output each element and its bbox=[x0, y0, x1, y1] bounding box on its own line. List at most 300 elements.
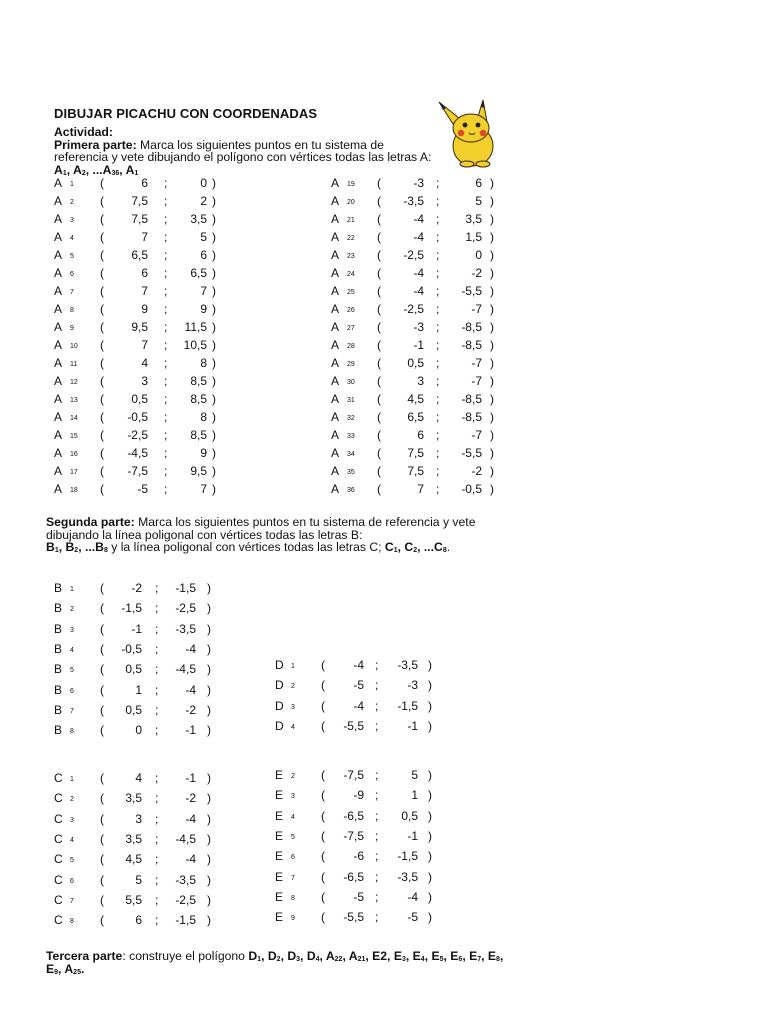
sequence-text: . bbox=[446, 540, 451, 554]
point-letter: B bbox=[54, 641, 63, 656]
open-paren: ( bbox=[100, 464, 104, 478]
y-value: -0,5 bbox=[461, 482, 482, 496]
close-paren: ) bbox=[207, 791, 211, 806]
point-letter: A bbox=[54, 248, 63, 262]
open-paren: ( bbox=[100, 482, 104, 496]
sequence-subscript: 8 bbox=[103, 547, 108, 554]
point-letter: A bbox=[331, 194, 340, 208]
close-paren: ) bbox=[212, 356, 216, 370]
open-paren: ( bbox=[100, 811, 104, 826]
coordinate-row bbox=[275, 678, 438, 696]
sequence-part bbox=[425, 949, 444, 963]
coordinate-row bbox=[54, 723, 217, 741]
close-paren: ) bbox=[207, 702, 211, 717]
open-paren: ( bbox=[100, 723, 104, 738]
sequence-text: , A bbox=[58, 961, 74, 976]
separator: ; bbox=[375, 768, 379, 782]
point-index: 26 bbox=[347, 307, 355, 314]
point-letter: E bbox=[275, 910, 284, 925]
y-value: -8,5 bbox=[461, 392, 482, 406]
coordinate-row bbox=[331, 266, 500, 284]
separator: ; bbox=[375, 889, 379, 904]
point-index: 6 bbox=[70, 271, 74, 278]
point-letter: A bbox=[331, 248, 340, 262]
open-paren: ( bbox=[100, 212, 104, 226]
open-paren: ( bbox=[100, 662, 104, 677]
y-value: -1,5 bbox=[397, 849, 418, 864]
close-paren: ) bbox=[212, 194, 216, 208]
part3-label: Tercera parte bbox=[46, 949, 123, 963]
point-letter: A bbox=[331, 230, 340, 244]
point-index: 1 bbox=[70, 776, 74, 783]
separator: ; bbox=[155, 913, 159, 928]
coordinate-row bbox=[331, 176, 500, 194]
open-paren: ( bbox=[100, 601, 104, 616]
part3-instructions bbox=[46, 950, 506, 975]
x-value: -1 bbox=[413, 338, 424, 352]
coordinate-row bbox=[331, 464, 500, 482]
sequence-part bbox=[462, 949, 481, 963]
point-letter: B bbox=[54, 601, 63, 616]
point-index: 22 bbox=[347, 235, 355, 242]
y-value: -8,5 bbox=[461, 338, 482, 352]
close-paren: ) bbox=[207, 771, 211, 785]
sequence-part bbox=[444, 949, 463, 963]
point-index: 7 bbox=[70, 289, 74, 296]
point-letter: C bbox=[54, 872, 63, 887]
coordinate-row bbox=[54, 356, 222, 374]
open-paren: ( bbox=[377, 302, 381, 316]
sequence-part bbox=[365, 949, 406, 963]
point-index: 16 bbox=[70, 451, 78, 458]
x-value: 0,5 bbox=[125, 702, 142, 717]
coordinate-row bbox=[54, 662, 217, 680]
point-index: 1 bbox=[70, 181, 74, 188]
point-letter: E bbox=[275, 849, 284, 864]
y-value: -4 bbox=[185, 682, 196, 697]
close-paren: ) bbox=[428, 768, 432, 782]
x-value: -4,5 bbox=[127, 446, 148, 460]
point-letter: A bbox=[331, 464, 340, 478]
coordinate-row bbox=[331, 428, 500, 446]
point-letter: C bbox=[54, 831, 63, 846]
point-index: 5 bbox=[291, 833, 295, 841]
open-paren: ( bbox=[321, 869, 325, 884]
point-letter: A bbox=[331, 284, 340, 298]
separator: ; bbox=[164, 284, 168, 298]
separator: ; bbox=[375, 849, 379, 864]
point-letter: A bbox=[54, 374, 63, 388]
separator: ; bbox=[375, 678, 379, 693]
y-value: 7 bbox=[200, 482, 207, 496]
close-paren: ) bbox=[207, 913, 211, 928]
x-value: -1 bbox=[131, 621, 142, 636]
open-paren: ( bbox=[377, 176, 381, 190]
point-index: 2 bbox=[291, 683, 295, 691]
y-value: 1 bbox=[411, 788, 418, 803]
sequence-subscript: 9 bbox=[54, 968, 59, 976]
close-paren: ) bbox=[212, 446, 216, 460]
coordinate-row bbox=[54, 581, 217, 599]
open-paren: ( bbox=[377, 428, 381, 442]
open-paren: ( bbox=[321, 889, 325, 904]
x-value: 9 bbox=[141, 302, 148, 316]
point-letter: A bbox=[331, 356, 340, 370]
sequence-subscript: 1 bbox=[54, 547, 59, 554]
point-letter: A bbox=[331, 392, 340, 406]
close-paren: ) bbox=[490, 176, 494, 190]
close-paren: ) bbox=[490, 446, 494, 460]
y-value: -7 bbox=[471, 302, 482, 316]
close-paren: ) bbox=[212, 410, 216, 424]
part2-instructions bbox=[46, 516, 506, 554]
point-index: 7 bbox=[70, 707, 74, 715]
y-value: -2,5 bbox=[175, 892, 196, 907]
coordinate-row bbox=[54, 642, 217, 660]
point-index: 33 bbox=[347, 433, 355, 440]
open-paren: ( bbox=[321, 910, 325, 925]
open-paren: ( bbox=[100, 702, 104, 717]
point-letter: E bbox=[275, 788, 284, 803]
x-value: -5 bbox=[137, 482, 148, 496]
x-value: 3,5 bbox=[125, 791, 142, 806]
open-paren: ( bbox=[377, 338, 381, 352]
separator: ; bbox=[436, 338, 440, 352]
coordinate-row bbox=[54, 194, 222, 212]
coordinate-row bbox=[331, 302, 500, 320]
open-paren: ( bbox=[377, 230, 381, 244]
separator: ; bbox=[436, 482, 440, 496]
point-index: 34 bbox=[347, 451, 355, 458]
y-value: -2 bbox=[185, 791, 196, 806]
sequence-part bbox=[67, 163, 86, 177]
sequence-text: , E bbox=[462, 949, 478, 963]
y-value: -7 bbox=[471, 428, 482, 442]
point-letter: B bbox=[54, 702, 63, 717]
separator: ; bbox=[436, 374, 440, 388]
x-value: -4 bbox=[353, 658, 364, 672]
separator: ; bbox=[164, 176, 168, 190]
coordinate-row bbox=[275, 699, 438, 717]
open-paren: ( bbox=[100, 194, 104, 208]
coordinate-row bbox=[275, 809, 438, 827]
y-value: 0 bbox=[200, 176, 207, 190]
coordinate-row bbox=[275, 719, 438, 737]
separator: ; bbox=[164, 194, 168, 208]
point-index: 5 bbox=[70, 857, 74, 865]
open-paren: ( bbox=[321, 698, 325, 713]
x-value: -7,5 bbox=[343, 768, 364, 782]
point-index: 4 bbox=[291, 813, 295, 821]
open-paren: ( bbox=[100, 230, 104, 244]
sequence-subscript: 3 bbox=[296, 956, 301, 963]
point-letter: A bbox=[331, 374, 340, 388]
separator: ; bbox=[155, 601, 159, 616]
part2-sequence bbox=[46, 540, 450, 554]
point-index: 14 bbox=[70, 415, 78, 422]
separator: ; bbox=[436, 410, 440, 424]
y-value: -1 bbox=[407, 718, 418, 733]
point-index: 4 bbox=[291, 723, 295, 731]
separator: ; bbox=[436, 356, 440, 370]
sequence-part bbox=[398, 540, 417, 554]
coordinate-row bbox=[275, 768, 438, 786]
separator: ; bbox=[155, 872, 159, 887]
sequence-part bbox=[417, 540, 447, 554]
x-value: -3 bbox=[413, 176, 424, 190]
activity-heading: Actividad: bbox=[54, 125, 113, 139]
separator: ; bbox=[155, 662, 159, 677]
coordinate-row bbox=[54, 622, 217, 640]
point-letter: A bbox=[54, 176, 63, 190]
sequence-text: , ...C bbox=[417, 540, 443, 554]
point-index: 2 bbox=[291, 773, 295, 780]
point-index: 18 bbox=[70, 487, 78, 494]
point-index: 8 bbox=[291, 894, 295, 902]
point-index: 3 bbox=[291, 793, 295, 801]
y-value: 10,5 bbox=[183, 338, 207, 352]
separator: ; bbox=[155, 723, 159, 738]
x-value: 6 bbox=[135, 913, 142, 928]
open-paren: ( bbox=[377, 194, 381, 208]
point-index: 2 bbox=[70, 796, 74, 804]
coordinate-row bbox=[331, 248, 500, 266]
x-value: 5 bbox=[135, 872, 142, 887]
point-index: 3 bbox=[291, 703, 295, 711]
close-paren: ) bbox=[207, 581, 211, 595]
separator: ; bbox=[164, 446, 168, 460]
sequence-subscript: 8 bbox=[496, 956, 500, 963]
coordinate-row bbox=[275, 829, 438, 847]
y-value: 5 bbox=[475, 194, 482, 208]
point-letter: A bbox=[54, 212, 63, 226]
x-value: 6 bbox=[141, 266, 148, 280]
separator: ; bbox=[436, 302, 440, 316]
point-letter: A bbox=[54, 428, 63, 442]
point-index: 15 bbox=[70, 433, 78, 440]
open-paren: ( bbox=[100, 338, 104, 352]
separator: ; bbox=[155, 831, 159, 846]
open-paren: ( bbox=[377, 266, 381, 280]
part2-body: Marca los siguientes puntos en tu sistema de referencia y vete dibujando la línea poligonal con vértices todas las letras B: bbox=[46, 515, 476, 542]
coordinate-row bbox=[54, 338, 222, 356]
sequence-text: A bbox=[54, 162, 63, 177]
y-value: 5 bbox=[200, 230, 207, 244]
point-index: 6 bbox=[291, 854, 295, 862]
close-paren: ) bbox=[490, 266, 494, 280]
x-value: -2,5 bbox=[403, 248, 424, 262]
sequence-part bbox=[248, 949, 261, 963]
point-index: 1 bbox=[70, 586, 74, 593]
point-letter: C bbox=[54, 811, 63, 826]
separator: ; bbox=[164, 320, 168, 334]
point-letter: A bbox=[54, 392, 63, 406]
coordinate-row bbox=[54, 374, 222, 392]
point-letter: A bbox=[331, 266, 340, 280]
separator: ; bbox=[155, 852, 159, 867]
sequence-text: , B bbox=[58, 540, 75, 554]
coordinate-row bbox=[54, 601, 217, 619]
x-value: -6,5 bbox=[343, 808, 364, 823]
x-value: 7,5 bbox=[407, 446, 424, 460]
open-paren: ( bbox=[100, 392, 104, 406]
close-paren: ) bbox=[207, 872, 211, 887]
x-value: -1,5 bbox=[121, 601, 142, 616]
coordinate-row bbox=[331, 410, 500, 428]
point-index: 10 bbox=[70, 343, 78, 350]
coordinate-row bbox=[275, 658, 438, 676]
point-index: 8 bbox=[70, 307, 74, 314]
separator: ; bbox=[164, 410, 168, 424]
sequence-subscript: 1 bbox=[393, 547, 398, 554]
close-paren: ) bbox=[207, 852, 211, 867]
x-value: 9,5 bbox=[131, 320, 148, 334]
close-paren: ) bbox=[212, 374, 216, 388]
separator: ; bbox=[375, 788, 379, 803]
part1-sequence bbox=[54, 163, 138, 177]
x-value: -2,5 bbox=[403, 302, 424, 316]
open-paren: ( bbox=[100, 446, 104, 460]
x-value: -4 bbox=[413, 212, 424, 226]
part1-text bbox=[54, 139, 434, 177]
point-index: 23 bbox=[347, 253, 355, 260]
point-index: 4 bbox=[70, 646, 74, 654]
sequence-subscript: 22 bbox=[334, 956, 343, 963]
point-index: 13 bbox=[70, 397, 78, 404]
y-value: 6 bbox=[475, 176, 482, 190]
sequence-text: B bbox=[46, 540, 55, 554]
close-paren: ) bbox=[212, 482, 216, 496]
open-paren: ( bbox=[100, 248, 104, 262]
separator: ; bbox=[155, 682, 159, 697]
sequence-subscript: 25 bbox=[73, 968, 81, 976]
coordinate-row bbox=[54, 446, 222, 464]
point-letter: A bbox=[331, 302, 340, 316]
coordinate-row bbox=[54, 771, 217, 789]
separator: ; bbox=[436, 176, 440, 190]
close-paren: ) bbox=[490, 248, 494, 262]
coordinate-row bbox=[54, 302, 222, 320]
point-index: 8 bbox=[70, 918, 74, 926]
x-value: 3,5 bbox=[125, 831, 142, 846]
sequence-part bbox=[320, 949, 343, 963]
sequence-subscript: 3 bbox=[401, 956, 406, 963]
sequence-part bbox=[81, 962, 84, 976]
y-value: -4 bbox=[185, 852, 196, 867]
y-value: 9 bbox=[200, 302, 207, 316]
point-letter: A bbox=[54, 284, 63, 298]
point-letter: A bbox=[54, 446, 63, 460]
sequence-part bbox=[385, 540, 398, 554]
coordinate-row bbox=[54, 893, 217, 911]
point-letter: D bbox=[275, 698, 284, 713]
y-value: -5,5 bbox=[461, 284, 482, 298]
y-value: -3,5 bbox=[397, 658, 418, 672]
separator: ; bbox=[164, 428, 168, 442]
point-letter: A bbox=[54, 338, 63, 352]
y-value: 11,5 bbox=[184, 320, 207, 334]
point-letter: B bbox=[54, 581, 63, 595]
coordinate-row bbox=[275, 788, 438, 806]
open-paren: ( bbox=[377, 464, 381, 478]
sequence-subscript: 1 bbox=[62, 169, 67, 177]
coordinate-row bbox=[275, 870, 438, 888]
x-value: -2 bbox=[131, 581, 142, 595]
point-index: 1 bbox=[291, 663, 295, 670]
point-letter: B bbox=[54, 723, 63, 738]
point-index: 30 bbox=[347, 379, 355, 386]
sequence-part bbox=[58, 962, 81, 976]
x-value: -4 bbox=[413, 230, 424, 244]
separator: ; bbox=[164, 248, 168, 262]
y-value: -4 bbox=[185, 811, 196, 826]
sequence-subscript: 6 bbox=[458, 956, 463, 963]
coordinate-row bbox=[54, 212, 222, 230]
open-paren: ( bbox=[377, 356, 381, 370]
point-letter: A bbox=[331, 446, 340, 460]
x-value: -5,5 bbox=[343, 910, 364, 925]
open-paren: ( bbox=[100, 852, 104, 867]
separator: ; bbox=[155, 791, 159, 806]
point-letter: C bbox=[54, 892, 63, 907]
point-letter: A bbox=[54, 356, 63, 370]
coordinate-row bbox=[54, 410, 222, 428]
x-value: -0,5 bbox=[121, 641, 142, 656]
coordinate-row bbox=[54, 852, 217, 870]
separator: ; bbox=[164, 482, 168, 496]
separator: ; bbox=[164, 338, 168, 352]
part3-body: : construye el polígono bbox=[122, 949, 249, 963]
separator: ; bbox=[164, 392, 168, 406]
x-value: 5,5 bbox=[125, 892, 142, 907]
y-value: -8,5 bbox=[461, 320, 482, 334]
point-index: 9 bbox=[70, 325, 74, 332]
y-value: 7 bbox=[200, 284, 207, 298]
y-value: -8,5 bbox=[461, 410, 482, 424]
open-paren: ( bbox=[100, 872, 104, 887]
point-index: 7 bbox=[291, 874, 295, 882]
sequence-text: , A bbox=[342, 949, 358, 963]
x-value: 6,5 bbox=[407, 410, 424, 424]
sequence-text: , A bbox=[119, 162, 135, 177]
close-paren: ) bbox=[428, 849, 432, 864]
close-paren: ) bbox=[428, 658, 432, 672]
close-paren: ) bbox=[490, 356, 494, 370]
sequence-subscript: 21 bbox=[357, 956, 366, 963]
x-value: -4 bbox=[353, 698, 364, 713]
close-paren: ) bbox=[490, 374, 494, 388]
coordinate-row bbox=[331, 482, 500, 500]
point-letter: A bbox=[331, 320, 340, 334]
coordinate-row bbox=[54, 230, 222, 248]
separator: ; bbox=[375, 910, 379, 925]
y-value: 8,5 bbox=[190, 392, 207, 406]
x-value: -3,5 bbox=[403, 194, 424, 208]
close-paren: ) bbox=[212, 392, 216, 406]
y-value: -4,5 bbox=[175, 831, 196, 846]
part1-label: Primera parte: bbox=[54, 137, 137, 152]
pikachu-icon bbox=[437, 98, 500, 168]
open-paren: ( bbox=[100, 621, 104, 636]
point-index: 7 bbox=[70, 897, 74, 905]
part1-instructions bbox=[54, 126, 434, 176]
point-letter: D bbox=[275, 678, 284, 693]
coordinate-row bbox=[331, 194, 500, 212]
separator: ; bbox=[375, 808, 379, 823]
open-paren: ( bbox=[100, 771, 104, 785]
separator: ; bbox=[436, 194, 440, 208]
point-index: 5 bbox=[70, 253, 74, 260]
